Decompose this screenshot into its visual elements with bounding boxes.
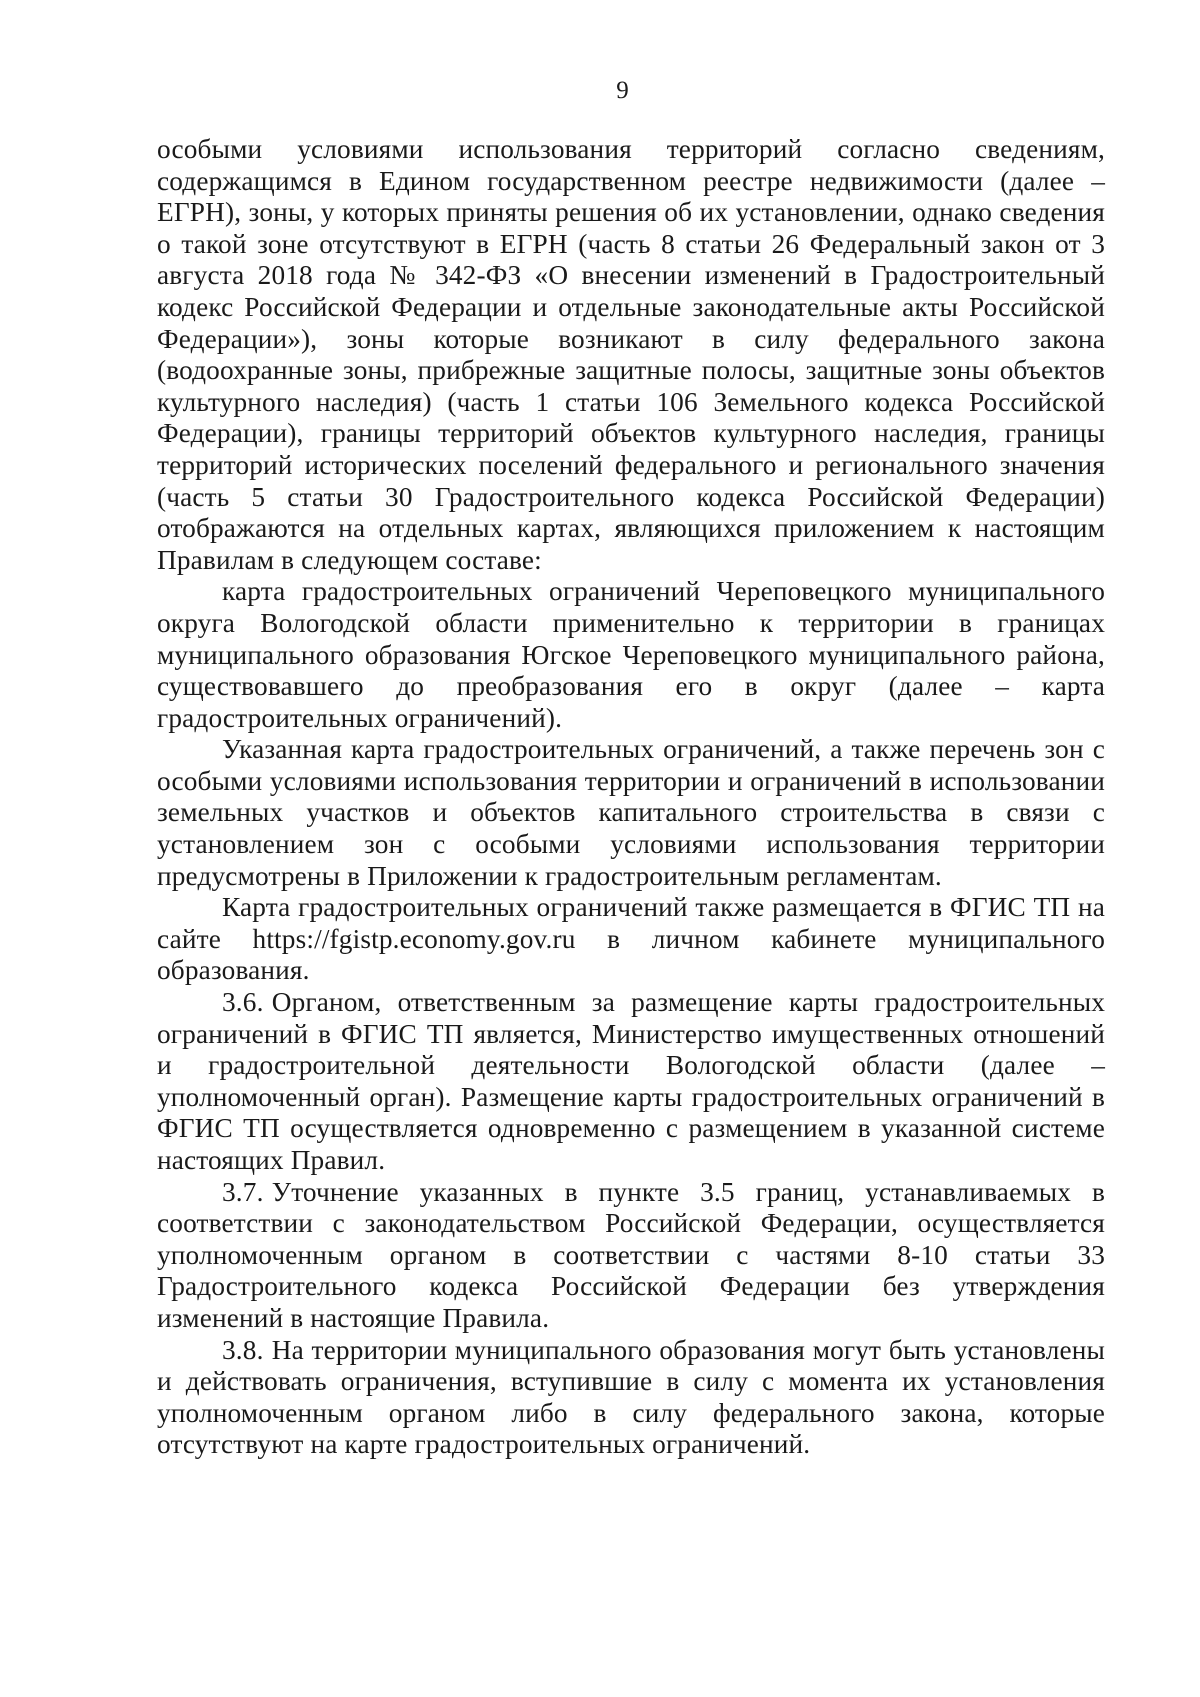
paragraph-text: Указанная карта градостроительных ограничений, а также перечень зон с особыми условиями использования территории и ограничений в использовании земельных участков и объектов капитального строительства в связи с установлением зон с особыми условиями использования территории предусмотрены в Приложении к градостроительным регламентам. <box>157 734 1105 891</box>
paragraph-zones-description <box>157 134 1105 576</box>
paragraph-map-contents <box>157 734 1105 892</box>
paragraph-3-6 <box>157 987 1105 1177</box>
paragraph-number: 3.8. <box>222 1334 264 1365</box>
paragraph-3-7 <box>157 1177 1105 1335</box>
page-number: 9 <box>616 77 629 104</box>
paragraph-text: Уточнение указанных в пункте 3.5 границ, устанавливаемых в соответствии с законодательством Российской Федерации, осуществляется уполномоченным органом в соответствии с частями 8-10 статьи 33 Градостроительного кодекса Российской Федерации без утверждения изменений в настоящие Правила. <box>157 1176 1105 1333</box>
paragraph-number: 3.6. <box>222 987 264 1018</box>
paragraph-map-composition <box>157 576 1105 734</box>
paragraph-text: карта градостроительных ограничений Череповецкого муниципального округа Вологодской области применительно к территории в границах муниципального образования Югское Череповецкого муниципального района, существовавшего до преобразования его в округ (далее – карта градостроительных ограничений). <box>157 576 1105 733</box>
paragraph-text: Карта градостроительных ограничений также размещается в ФГИС ТП на сайте https://fgistp.economy.gov.ru в личном кабинете муниципального образования. <box>157 892 1105 986</box>
paragraph-map-publication <box>157 892 1105 987</box>
paragraph-text: На территории муниципального образования могут быть установлены и действовать ограничения, вступившие в силу с момента их установления уполномоченным органом либо в силу федерального закона, которые отсутствуют на карте градостроительных ограничений. <box>157 1334 1105 1460</box>
paragraph-number: 3.7. <box>222 1176 264 1207</box>
paragraph-text: Органом, ответственным за размещение карты градостроительных ограничений в ФГИС ТП является, Министерство имущественных отношений и градостроительной деятельности Вологодской области (далее – уполномоченный орган). Размещение карты градостроительных ограничений в ФГИС ТП осуществляется одновременно с размещением в указанной системе настоящих Правил. <box>157 987 1105 1175</box>
paragraph-text: особыми условиями использования территорий согласно сведениям, содержащимся в Едином государственном реестре недвижимости (далее – ЕГРН), зоны, у которых приняты решения об их установлении, однако сведения о такой зоне отсутствуют в ЕГРН (часть 8 статьи 26 Федеральный закон от 3 августа 2018 года № 342-ФЗ «О внесении изменений в Градостроительный кодекс Российской Федерации и отдельные законодательные акты Российской Федерации»), зоны которые возникают в силу федерального закона (водоохранные зоны, прибрежные защитные полосы, защитные зоны объектов культурного наследия) (часть 1 статьи 106 Земельного кодекса Российской Федерации), границы территорий объектов культурного наследия, границы территорий исторических поселений федерального и регионального значения (часть 5 статьи 30 Градостроительного кодекса Российской Федерации) отображаются на отдельных картах, являющихся приложением к настоящим Правилам в следующем составе: <box>157 134 1105 575</box>
paragraph-3-8 <box>157 1335 1105 1461</box>
document-body <box>157 134 1105 1461</box>
